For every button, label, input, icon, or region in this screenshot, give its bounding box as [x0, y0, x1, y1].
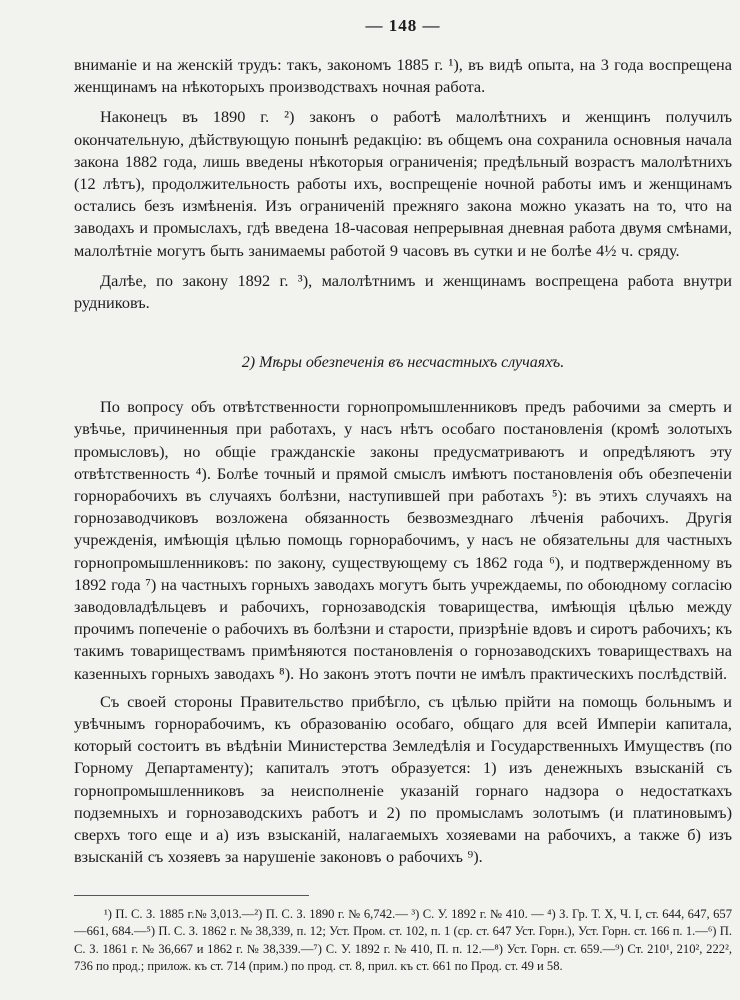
paragraph-law-1892: Далѣе, по закону 1892 г. ³), малолѣтнимъ и женщинамъ воспрещена работа внутри рудниковъ. — [74, 270, 732, 313]
section-body — [74, 396, 732, 868]
section-heading: 2) Мѣры обезпеченія въ несчастныхъ случаяхъ. — [241, 354, 565, 372]
paragraph-continued: вниманіе и на женскій трудъ: такъ, закономъ 1885 г. ¹), въ видѣ опыта, на 3 года воспрещена женщинамъ на нѣкоторыхъ производствахъ ночная работа. — [74, 55, 732, 97]
page-number: — 148 — — [365, 16, 441, 35]
intro-text — [74, 54, 732, 314]
footnote-divider — [74, 895, 309, 896]
paragraph-government-capital: Съ своей стороны Правительство прибѣгло, съ цѣлью прійти на помощь больнымъ и увѣчнымъ горнорабочимъ, къ образованію особаго, общаго для всей Имперіи капитала, который состоитъ въ вѣдѣніи Министерства Земледѣлія и Государственныхъ Имуществъ (по Горному Департаменту); капиталъ этотъ образуется: 1) изъ денежныхъ взысканій съ горнопромышленниковъ за неисполненіе указаній горнаго надзора о недостаткахъ подземныхъ и горнозаводскихъ работъ и 2) по промысламъ золотымъ (и платиновымъ) сверхъ того еще и а) изъ взысканій, налагаемыхъ хозяевами на рабочихъ, а также б) изъ взысканій съ хозяевъ за нарушеніе законовъ о рабочихъ ⁹). — [74, 691, 732, 867]
paragraph-law-1890: Наконецъ въ 1890 г. ²) законъ о работѣ малолѣтнихъ и женщинъ получилъ окончательную, дѣйствующую понынѣ редакцію: въ общемъ она сохранила основныя начала закона 1882 года, лишь введены нѣкоторыя ограниченія; предѣльный возрастъ малолѣтнихъ (12 лѣтъ), продолжительность работы ихъ, воспрещеніе ночной работы имъ и женщинамъ остались безъ измѣненія. Изъ ограниченій прежняго закона можно указать на то, что на заводахъ и промыслахъ, гдѣ введена 18-часовая непрерывная дневная работа двумя смѣнами, малолѣтніе могутъ быть занимаемы работой 9 часовъ въ сутки и не болѣе 4½ ч. сряду. — [74, 107, 732, 260]
paragraph-liability: По вопросу объ отвѣтственности горнопромышленниковъ предъ рабочими за смерть и увѣчье, причиненныя при работахъ, у насъ нѣтъ особаго постановленія (кромѣ золотыхъ промысловъ), но общіе гражданскіе законы предусматриваютъ и опредѣляютъ эту отвѣтственность ⁴). Болѣе точный и прямой смыслъ имѣютъ постановленія объ обезпеченіи горнорабочихъ въ случаяхъ болѣзни, наступившей при работахъ ⁵): въ этихъ случаяхъ на горнозаводчиковъ возложена обязанность безвозмезднаго лѣченія рабочихъ. Другія учрежденія, имѣющія цѣлью помощь горнорабочимъ, у насъ не обязательны для частныхъ горнопромышленниковъ: по закону, существующему съ 1862 года ⁶), и подтвержденному въ 1892 года ⁷) на частныхъ горныхъ заводахъ могутъ быть учреждаемы, по обоюдному согласію заводовладѣльцевъ и рабочихъ, горнозаводскія товарищества, имѣющія цѣлью между прочимъ попеченіе о рабочихъ въ болѣзни и старости, призрѣніе вдовъ и сиротъ рабочихъ; къ такимъ товариществамъ примѣняются постановленія о горнозаводскихъ товариществахъ на казенныхъ горныхъ заводахъ ⁸). Но законъ этотъ почти не имѣлъ практическихъ послѣдствій. — [74, 397, 732, 683]
footnotes: ¹) П. С. З. 1885 г.№ 3,013.—²) П. С. З. 1890 г. № 6,742.— ³) С. У. 1892 г. № 410. — ⁴) З. Гр. Т. X, Ч. I, ст. 644, 647, 657—661, 684.—⁵) П. С. З. 1862 г. № 38,339, п. 12; Уст. Пром. ст. 102, п. 1 (ср. ст. 647 Уст. Горн.), Уст. Горн. ст. 166 п. 1.—⁶) П. С. З. 1861 г. № 36,667 и 1862 г. № 38,339.—⁷) С. У. 1892 г. № 410, П. п. 12.—⁸) Уст. Горн. ст. 659.—⁹) Ст. 210¹, 210², 222², 736 по прод.; прилож. къ ст. 714 (прим.) по прод. ст. 8, прил. къ ст. 661 по Прод. ст. 49 и 58. — [74, 906, 732, 973]
